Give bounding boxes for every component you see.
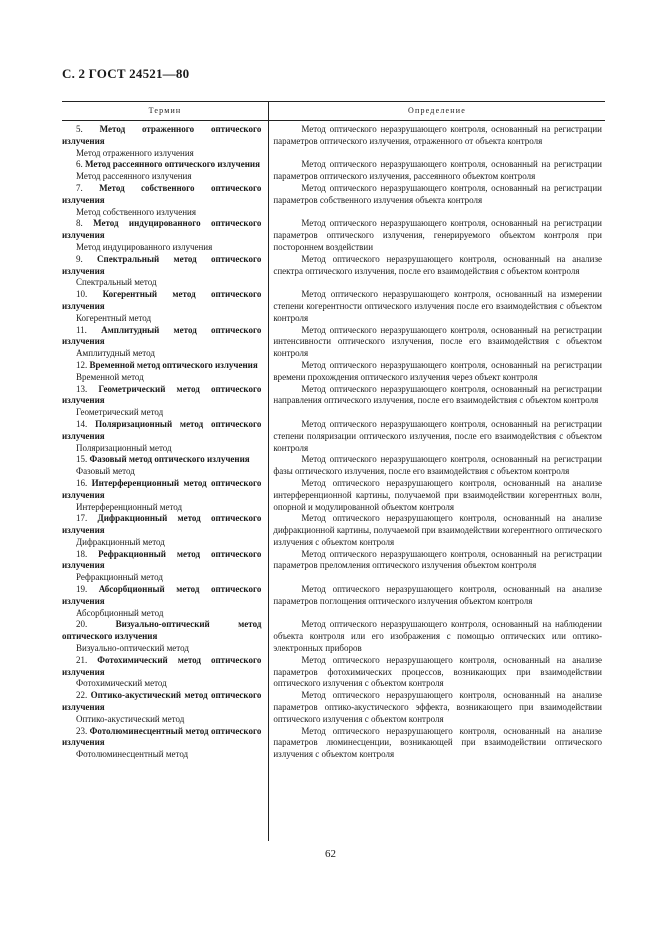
term-number: 18. xyxy=(76,548,88,559)
term-title xyxy=(62,549,261,573)
definition-cell xyxy=(273,325,605,360)
terms-table xyxy=(62,101,605,841)
term-cell xyxy=(62,218,265,253)
table-header-rule xyxy=(62,120,605,121)
term-title xyxy=(62,584,261,608)
term-cell xyxy=(62,619,265,654)
term-title xyxy=(62,124,261,148)
term-cell xyxy=(62,360,265,384)
definition-cell xyxy=(273,478,605,513)
term-name: Фотохимический метод оптического излучения xyxy=(62,654,262,677)
term-name: Интерференционный метод оптического излучения xyxy=(62,477,262,500)
term-title xyxy=(62,218,261,242)
term-number: 5. xyxy=(76,124,83,134)
term-cell xyxy=(62,325,265,360)
term-synonym: Фотохимический метод xyxy=(76,678,167,689)
term-synonym: Абсорбционный метод xyxy=(76,607,164,618)
term-cell xyxy=(62,690,265,725)
table-row xyxy=(62,124,605,159)
term-synonym: Метод рассеянного излучения xyxy=(76,171,192,182)
term-number: 21. xyxy=(76,654,88,665)
term-number: 10. xyxy=(76,289,88,300)
definition-text: Метод оптического неразрушающего контроля, основанный на регистрации параметров оптического излучения, отраженного от объекта контроля xyxy=(273,124,602,146)
term-name: Абсорбционный метод оптического излучения xyxy=(62,584,262,606)
term-synonym: Визуально-оптический метод xyxy=(76,643,189,654)
definition-cell xyxy=(273,124,605,159)
definition-cell xyxy=(273,655,605,690)
term-number: 11. xyxy=(76,324,87,335)
definition-cell xyxy=(273,254,605,289)
term-title xyxy=(62,325,261,349)
definition-cell xyxy=(273,419,605,454)
term-synonym: Оптико-акустический метод xyxy=(76,713,185,724)
term-title xyxy=(62,183,261,207)
definition-text: Метод оптического неразрушающего контроля, основанный на регистрации фазы оптического излучения, после его взаимодействия с объектом контроля xyxy=(273,454,602,477)
term-title xyxy=(62,726,261,750)
table-row xyxy=(62,254,605,289)
term-cell xyxy=(62,726,265,761)
term-synonym: Амплитудный метод xyxy=(76,348,155,359)
table-body xyxy=(62,124,605,761)
term-synonym: Метод индуцированного излучения xyxy=(76,241,213,252)
term-title xyxy=(62,619,261,643)
term-cell xyxy=(62,419,265,454)
definition-cell xyxy=(273,218,605,253)
definition-cell xyxy=(273,183,605,218)
definition-cell xyxy=(273,360,605,384)
definition-cell xyxy=(273,690,605,725)
table-row xyxy=(62,183,605,218)
term-synonym: Геометрический метод xyxy=(76,407,164,418)
term-number: 16. xyxy=(76,477,88,488)
term-title xyxy=(62,254,261,278)
term-synonym: Дифракционный метод xyxy=(76,536,165,547)
definition-text: Метод оптического неразрушающего контроля, основанный на наблюдении объекта контроля или его изображения с помощью оптических или оптико-электронных приборов xyxy=(273,619,602,654)
term-title xyxy=(62,419,261,443)
term-synonym: Интерференционный метод xyxy=(76,501,183,512)
term-number: 15. xyxy=(76,454,88,465)
term-cell xyxy=(62,513,265,548)
definition-cell xyxy=(273,454,605,478)
term-title xyxy=(62,478,261,502)
term-synonym: Когерентный метод xyxy=(76,312,152,323)
term-number: 19. xyxy=(76,584,88,595)
definition-text: Метод оптического неразрушающего контроля, основанный на регистрации параметров преломления оптического излучения объектом контроля xyxy=(273,548,602,571)
term-number: 14. xyxy=(76,418,88,429)
term-title xyxy=(62,655,261,679)
column-header-term: Термин xyxy=(148,106,182,115)
term-name: Метод собственного оптического излучения xyxy=(62,182,262,205)
definition-text: Метод оптического неразрушающего контроля, основанный на анализе интерференционной картины, получаемой при взаимодействии когерентных волн, опорной и модулированной объектом контроля xyxy=(273,477,602,512)
definition-text: Метод оптического неразрушающего контроля, основанный на регистрации интенсивности оптического излучения, после его взаимодействия с объектом контроля xyxy=(273,324,602,359)
term-cell xyxy=(62,384,265,419)
term-number: 9. xyxy=(76,253,83,264)
term-name: Оптико-акустический метод оптического излучения xyxy=(62,690,262,713)
term-name: Когерентный метод оптического излучения xyxy=(62,289,262,311)
term-name: Амплитудный метод оптического излучения xyxy=(62,324,262,347)
term-cell xyxy=(62,655,265,690)
term-cell xyxy=(62,549,265,584)
table-row xyxy=(62,384,605,419)
term-number: 22. xyxy=(76,690,88,701)
term-title xyxy=(62,289,261,313)
table-row xyxy=(62,513,605,548)
page-header: С. 2 ГОСТ 24521—80 xyxy=(62,66,190,81)
table-row xyxy=(62,159,605,183)
table-row xyxy=(62,726,605,761)
term-title xyxy=(62,360,261,372)
definition-cell xyxy=(273,726,605,761)
term-name: Рефракционный метод оптического излучения xyxy=(62,548,262,571)
table-row xyxy=(62,360,605,384)
term-name: Фазовый метод оптического излучения xyxy=(89,454,250,465)
table-row xyxy=(62,619,605,654)
definition-cell xyxy=(273,159,605,183)
term-synonym: Метод отраженного излучения xyxy=(76,147,194,158)
term-number: 17. xyxy=(76,513,88,524)
definition-text: Метод оптического неразрушающего контроля, основанный на анализе дифракционной картины, получаемой при взаимодействии когерентного оптического излучения с объектом контроля xyxy=(273,513,602,547)
term-name: Дифракционный метод оптического излучения xyxy=(62,513,262,536)
definition-text: Метод оптического неразрушающего контроля, основанный на регистрации времени прохождения оптического излучения через объект контроля xyxy=(273,359,602,382)
term-name: Метод рассеянного оптического излучения xyxy=(85,159,260,170)
term-name: Поляризационный метод оптического излучения xyxy=(62,418,262,441)
table-row xyxy=(62,690,605,725)
table-row xyxy=(62,478,605,513)
table-row xyxy=(62,454,605,478)
term-name: Геометрический метод оптического излучения xyxy=(62,383,262,406)
definition-text: Метод оптического неразрушающего контроля, основанный на регистрации параметров оптического излучения, генерируемого объектом контроля при постороннем воздействии xyxy=(273,218,602,252)
table-row xyxy=(62,584,605,619)
term-name: Фотолюминесцентный метод оптического излучения xyxy=(62,725,262,748)
definition-text: Метод оптического неразрушающего контроля, основанный на регистрации направления оптического излучения, после его взаимодействия с объектом контроля xyxy=(273,383,602,406)
term-cell xyxy=(62,584,265,619)
definition-cell xyxy=(273,289,605,324)
term-title xyxy=(62,454,261,466)
term-synonym: Метод собственного излучения xyxy=(76,206,196,217)
definition-text: Метод оптического неразрушающего контроля, основанный на анализе спектра оптического излучения, после его взаимодействия с объектом контроля xyxy=(273,253,602,276)
term-name: Визуально-оптический метод оптического излучения xyxy=(62,619,262,642)
table-row xyxy=(62,549,605,584)
term-cell xyxy=(62,478,265,513)
definition-cell xyxy=(273,513,605,548)
term-cell xyxy=(62,254,265,289)
definition-text: Метод оптического неразрушающего контроля, основанный на анализе параметров поглощения оптического излучения объектом контроля xyxy=(273,584,602,606)
definition-text: Метод оптического неразрушающего контроля, основанный на анализе параметров оптико-акустического эффекта, возникающего при взаимодействии оптического излучения с объектом контроля xyxy=(273,690,602,724)
term-name: Метод индуцированного оптического излучения xyxy=(62,218,262,241)
column-header-definition: Определение xyxy=(408,106,466,115)
definition-text: Метод оптического неразрушающего контроля, основанный на регистрации параметров собственного излучения объекта контроля xyxy=(273,182,602,205)
definition-cell xyxy=(273,584,605,619)
term-number: 7. xyxy=(76,182,83,193)
term-synonym: Фазовый метод xyxy=(76,466,135,477)
term-synonym: Рефракционный метод xyxy=(76,572,163,583)
term-title xyxy=(62,513,261,537)
term-cell xyxy=(62,159,265,183)
term-synonym: Временной метод xyxy=(76,371,144,382)
term-title xyxy=(62,159,261,171)
definition-text: Метод оптического неразрушающего контроля, основанный на измерении степени когерентности оптического излучения после его взаимодействия с объектом контроля xyxy=(273,289,602,323)
term-number: 6. xyxy=(76,159,83,170)
term-number: 20. xyxy=(76,619,88,630)
table-row xyxy=(62,325,605,360)
term-number: 8. xyxy=(76,218,83,229)
table-row xyxy=(62,419,605,454)
table-row xyxy=(62,218,605,253)
definition-cell xyxy=(273,549,605,584)
definition-cell xyxy=(273,619,605,654)
term-name: Временной метод оптического излучения xyxy=(89,359,258,370)
definition-text: Метод оптического неразрушающего контроля, основанный на регистрации параметров оптического излучения, рассеянного объектом контроля xyxy=(273,159,602,182)
term-synonym: Спектральный метод xyxy=(76,277,157,288)
page-number: 62 xyxy=(325,848,336,860)
definition-text: Метод оптического неразрушающего контроля, основанный на анализе параметров люминесценции, возникающей при взаимодействии оптического излучения с объектом контроля xyxy=(273,725,602,760)
table-top-rule xyxy=(62,101,605,102)
term-cell xyxy=(62,183,265,218)
term-name: Метод отраженного оптического излучения xyxy=(62,124,262,146)
table-row xyxy=(62,655,605,690)
term-number: 12. xyxy=(76,359,88,370)
term-synonym: Поляризационный метод xyxy=(76,442,172,453)
definition-text: Метод оптического неразрушающего контроля, основанный на анализе параметров фотохимических процессов, возникающих при взаимодействии оптического излучения с объектом контроля xyxy=(273,654,602,689)
definition-text: Метод оптического неразрушающего контроля, основанный на регистрации степени поляризации оптического излучения, после его взаимодействия с объектом контроля xyxy=(273,418,602,453)
term-title xyxy=(62,384,261,408)
definition-cell xyxy=(273,384,605,419)
term-cell xyxy=(62,124,265,159)
term-number: 23. xyxy=(76,725,88,736)
term-number: 13. xyxy=(76,383,88,394)
term-cell xyxy=(62,289,265,324)
term-name: Спектральный метод оптического излучения xyxy=(62,253,262,276)
term-synonym: Фотолюминесцентный метод xyxy=(76,749,189,760)
term-title xyxy=(62,690,261,714)
term-cell xyxy=(62,454,265,478)
table-row xyxy=(62,289,605,324)
